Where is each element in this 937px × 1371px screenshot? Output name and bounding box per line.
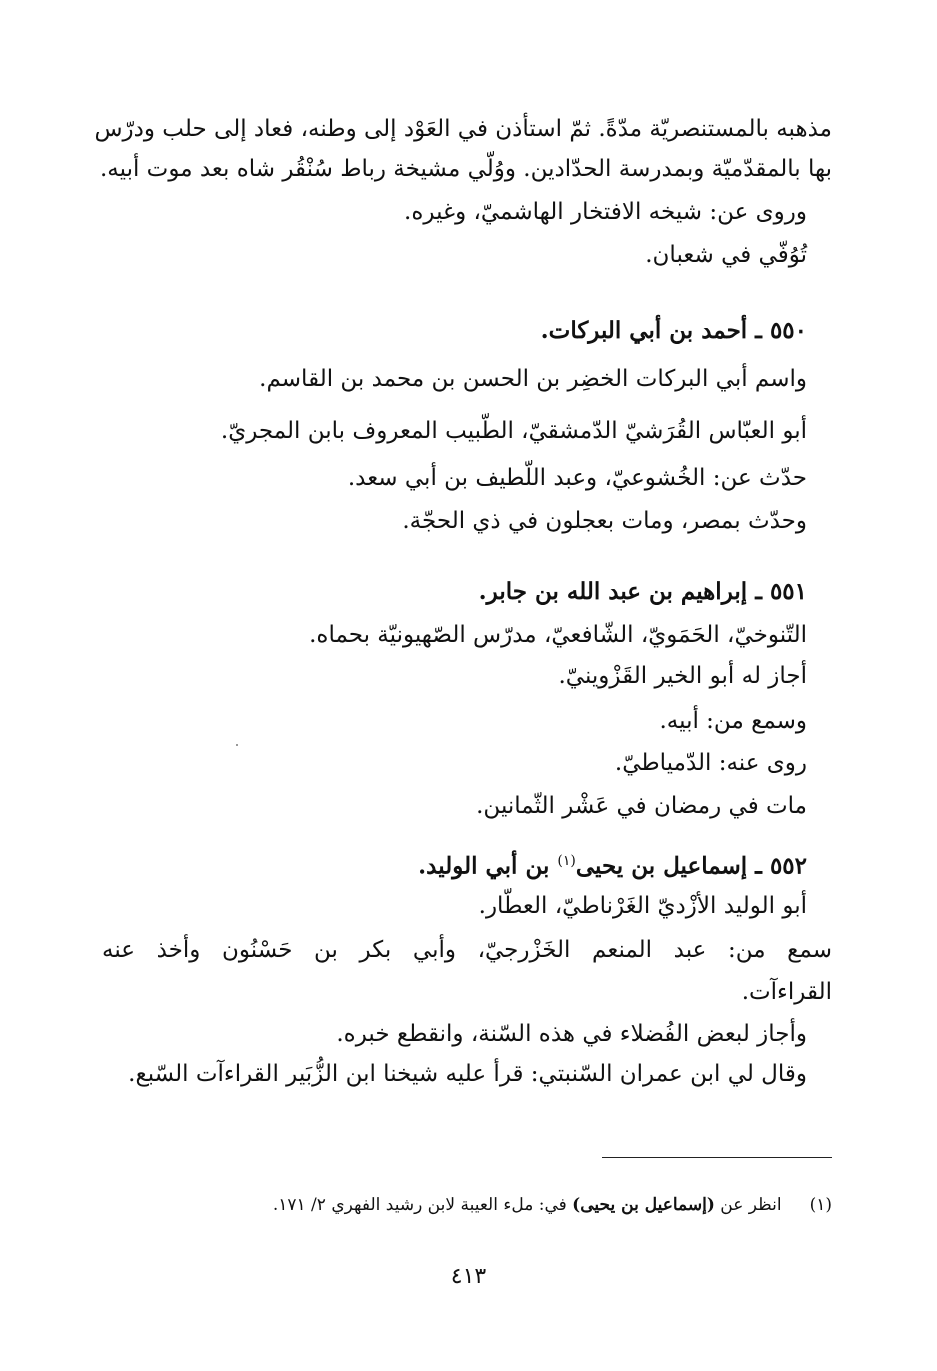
entry-heading-551: ٥٥١ ـ إبراهيم بن عبد الله بن جابر. (478, 578, 807, 605)
footnote-marker[interactable]: (١) (557, 853, 576, 869)
entry-name: ٥٥٢ ـ إسماعيل بن يحيى (575, 852, 807, 880)
text-line: وقال لي ابن عمران السّنبتي: قرأ عليه شيخنا ابن الزُّبَير القراءآت السّبع. (128, 1061, 807, 1087)
footnote-rule (602, 1157, 832, 1158)
text-line: مات في رمضان في عَشْر الثّمانين. (476, 793, 807, 819)
footnote-title: (إسماعيل بن يحيى) (572, 1195, 715, 1215)
text-line: وأجاز لبعض الفُضلاء في هذه السّنة، وانقطع خبره. (336, 1021, 807, 1047)
text-line: وحدّث بمصر، ومات بعجلون في ذي الحجّة. (402, 508, 807, 534)
footnote-prefix: انظر عن (720, 1195, 782, 1215)
text-line: القراءآت. (741, 979, 832, 1005)
text-line: واسم أبي البركات الخضِر بن الحسن بن محمد بن القاسم. (259, 366, 807, 392)
text-line: أبو العبّاس القُرَشيّ الدّمشقيّ، الطّبيب المعروف بابن المجريّ. (220, 418, 807, 444)
text-line: وسمع من: أبيه. (659, 708, 807, 734)
entry-heading-550: ٥٥٠ ـ أحمد بن أبي البركات. (540, 317, 807, 344)
text-line: مذهبه بالمستنصريّة مدّةً. ثمّ استأذن في العَوْد إلى وطنه، فعاد إلى حلب ودرّس (94, 116, 832, 142)
text-line: وروى عن: شيخه الافتخار الهاشميّ، وغيره. (404, 199, 807, 225)
page-number: ٤١٣ (450, 1264, 487, 1289)
text-line: حدّث عن: الخُشوعيّ، وعبد اللّطيف بن أبي سعد. (347, 465, 807, 491)
text-line: أجاز له أبو الخير القَزْوينيّ. (558, 663, 807, 689)
text-line: أبو الوليد الأزْديّ الغَرْناطيّ، العطّار. (478, 893, 807, 919)
footnote-number: (١) (809, 1195, 832, 1215)
entry-heading-552 (77, 845, 807, 883)
text-line: سمع من: عبد المنعم الخَزْرجيّ، وأبي بكر بن حَسْنُون وأخذ عنه (102, 937, 832, 963)
text-line: روى عنه: الدّمياطيّ. (614, 750, 807, 776)
text-line: بها بالمقدّميّة وبمدرسة الحدّادين. ووُلّي مشيخة رباط سُنْقُر شاه بعد موت أبيه. (99, 156, 832, 182)
scan-speck (236, 744, 238, 746)
entry-name-rest: بن أبي الوليد. (418, 852, 558, 880)
text-line: التّنوخيّ، الحَمَويّ، الشّافعيّ، مدرّس الصّهيونيّة بحماه. (309, 622, 807, 648)
footnote-suffix: في: ملء العيبة لابن رشيد الفهري ٢/ ١٧١. (272, 1195, 567, 1215)
text-line: تُوُفّي في شعبان. (645, 242, 807, 268)
footnote (102, 1192, 832, 1218)
